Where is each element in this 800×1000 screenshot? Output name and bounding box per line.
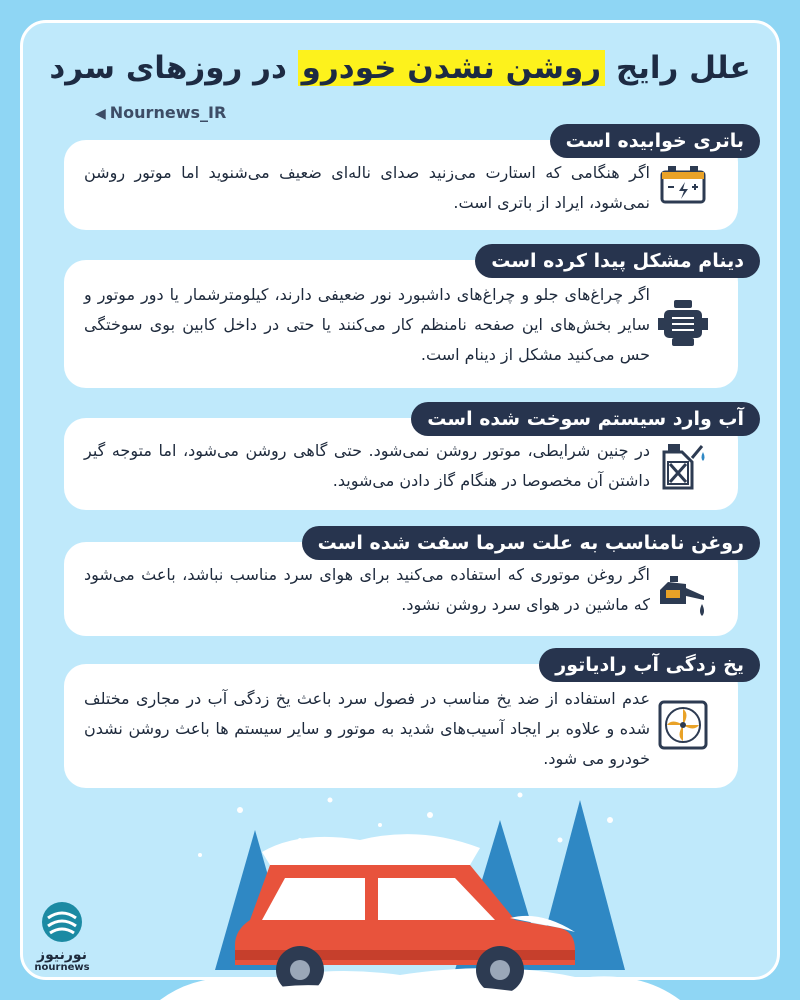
section-title-fuel: آب وارد سیستم سوخت شده است	[411, 402, 760, 436]
alternator-icon	[656, 296, 710, 350]
card-text-fuel: در چنین شرایطی، موتور روشن نمی‌شود. حتی گاهی روشن می‌شود، اما متوجه گیر داشتن آن مخصوصا در هنگام گاز دادن می‌شوید.	[84, 441, 650, 490]
card-text-oil: اگر روغن موتوری که استفاده می‌کنید برای هوای سرد مناسب نباشد، باعث می‌شود که ماشین در هوای سرد روشن نشود.	[84, 565, 650, 614]
nournews-logo	[30, 900, 94, 974]
radiator-icon	[656, 698, 710, 752]
logo-name-fa: نورنیوز	[37, 947, 87, 963]
nournews-logo-icon	[40, 900, 84, 944]
title-highlight: روشن نشدن خودرو	[298, 50, 605, 86]
source-handle: Nournews_IR	[109, 103, 227, 122]
card-text-battery: اگر هنگامی که استارت می‌زنید صدای ناله‌ای ضعیف می‌شنوید اما موتور روشن نمی‌شود، ایراد از باتری است.	[84, 163, 650, 212]
battery-icon	[656, 158, 710, 212]
title-part-2: در روزهای سرد	[49, 50, 287, 86]
source-credit	[95, 103, 226, 122]
telegram-icon: ◀	[95, 106, 106, 122]
section-title-battery: باتری خوابیده است	[550, 124, 760, 158]
card-text-radiator: عدم استفاده از ضد یخ مناسب در فصول سرد باعث یخ زدگی آب در مجاری مختلف شده و علاوه بر ایجاد آسیب‌های شدید به موتور و سایر سیستم ها باعث روشن نشدن خودرو می شود.	[84, 689, 650, 768]
winter-car-scene	[0, 770, 800, 1000]
page-title	[0, 50, 800, 86]
section-title-radiator: یخ زدگی آب رادیاتور	[539, 648, 760, 682]
section-title-oil: روغن نامناسب به علت سرما سفت شده است	[302, 526, 760, 560]
title-part-1: علل رایج	[615, 50, 751, 86]
section-title-alternator: دینام مشکل پیدا کرده است	[475, 244, 760, 278]
oil-can-icon	[656, 566, 710, 620]
fuel-can-icon	[656, 438, 710, 492]
logo-name-en: nournews	[34, 962, 90, 973]
card-alternator	[64, 260, 738, 388]
card-text-alternator: اگر چراغ‌های جلو و چراغ‌های داشبورد نور ضعیفی دارند، کیلومترشمار یا دور موتور و سایر بخش‌های این صفحه نامنظم کار می‌کنند یا حتی در داخل کابین بوی سوختگی حس می‌کنید مشکل از دینام است.	[84, 285, 650, 364]
